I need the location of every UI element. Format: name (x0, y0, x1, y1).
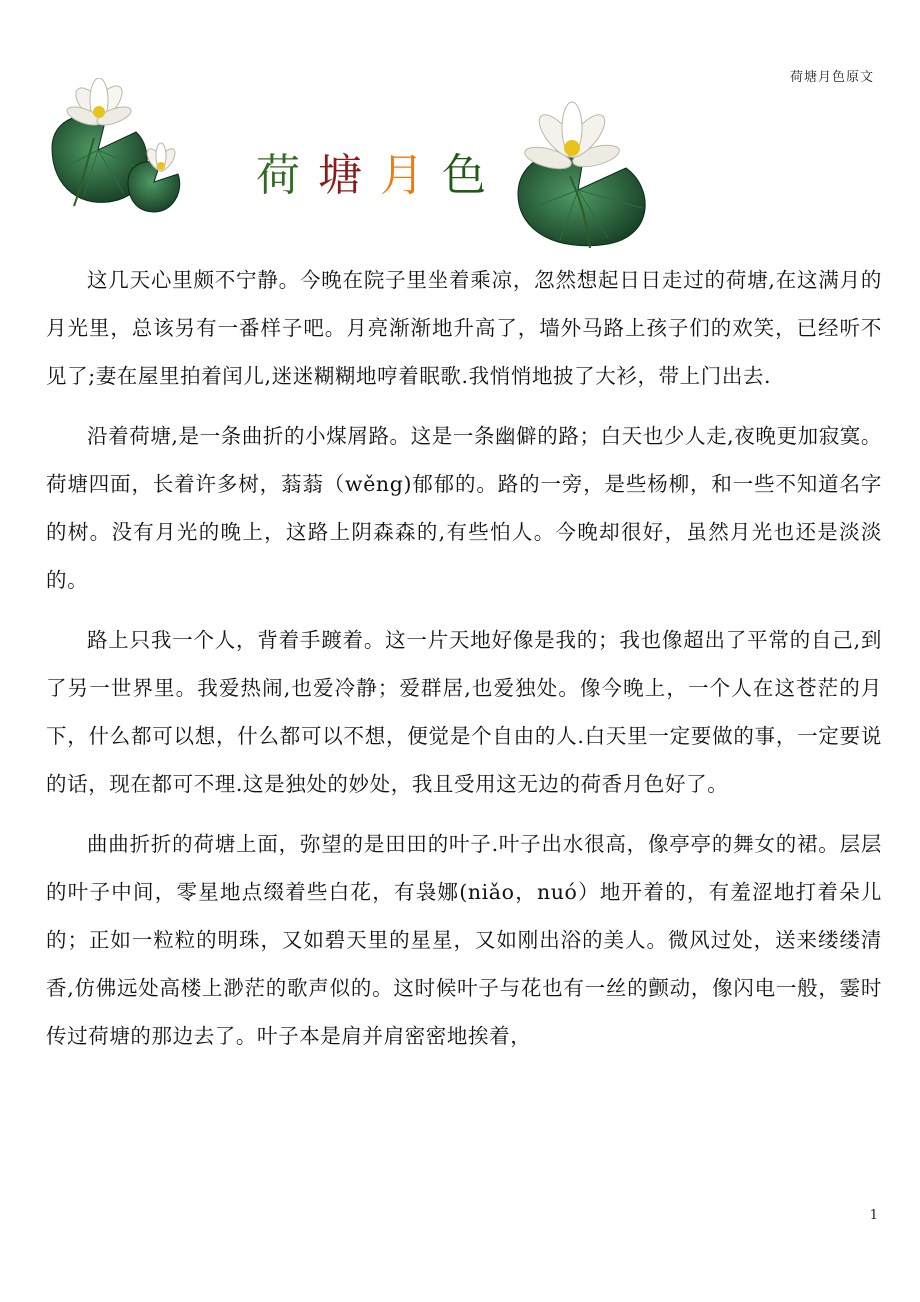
lily-pad-small-icon (128, 162, 180, 212)
lotus-right-illustration (508, 98, 658, 250)
paragraph-2: 沿着荷塘,是一条曲折的小煤屑路。这是一条幽僻的路；白天也少人走,夜晚更加寂寞。荷塘四面，长着许多树，蓊蓊（wěng)郁郁的。路的一旁，是些杨柳，和一些不知道名字的树。没有月光的晚上，这路上阴森森的,有些怕人。今晚却很好，虽然月光也还是淡淡的。 (46, 424, 882, 592)
paragraph-3: 路上只我一个人，背着手踱着。这一片天地好像是我的；我也像超出了平常的自己,到了另一世界里。我爱热闹,也爱冷静；爱群居,也爱独处。像今晚上，一个人在这苍茫的月下，什么都可以想，什么都可以不想，便觉是个自由的人.白天里一定要做的事，一定要说的话，现在都可不理.这是独处的妙处，我且受用这无边的荷香月色好了。 (46, 628, 882, 796)
header-label: 荷塘月色原文 (789, 70, 874, 85)
title-char-2: 塘 (318, 150, 374, 201)
paragraph-4: 曲曲折折的荷塘上面，弥望的是田田的叶子.叶子出水很高，像亭亭的舞女的裙。层层的叶子中间，零星地点缀着些白花，有袅娜(niǎo，nuó）地开着的，有羞涩地打着朵儿的；正如一粒粒的明珠，又如碧天里的星星，又如刚出浴的美人。微风过处，送来缕缕清香,仿佛远处高楼上渺茫的歌声似的。这时候叶子与花也有一丝的颤动，像闪电一般，霎时传过荷塘的那边去了。叶子本是肩并肩密密地挨着， (46, 832, 882, 1048)
title-char-4: 色 (442, 150, 498, 201)
article-body (46, 256, 882, 1072)
paragraph-1: 这几天心里颇不宁静。今晚在院子里坐着乘凉，忽然想起日日走过的荷塘,在这满月的月光里，总该另有一番样子吧。月亮渐渐地升高了，墙外马路上孩子们的欢笑，已经听不见了;妻在屋里拍着闰儿,迷迷糊糊地哼着眠歌.我悄悄地披了大衫，带上门出去. (46, 268, 882, 388)
page-title (256, 146, 504, 206)
page-number: 1 (869, 1208, 878, 1223)
title-char-1: 荷 (256, 150, 312, 201)
title-char-3: 月 (380, 150, 436, 201)
lotus-left-illustration (44, 78, 186, 218)
